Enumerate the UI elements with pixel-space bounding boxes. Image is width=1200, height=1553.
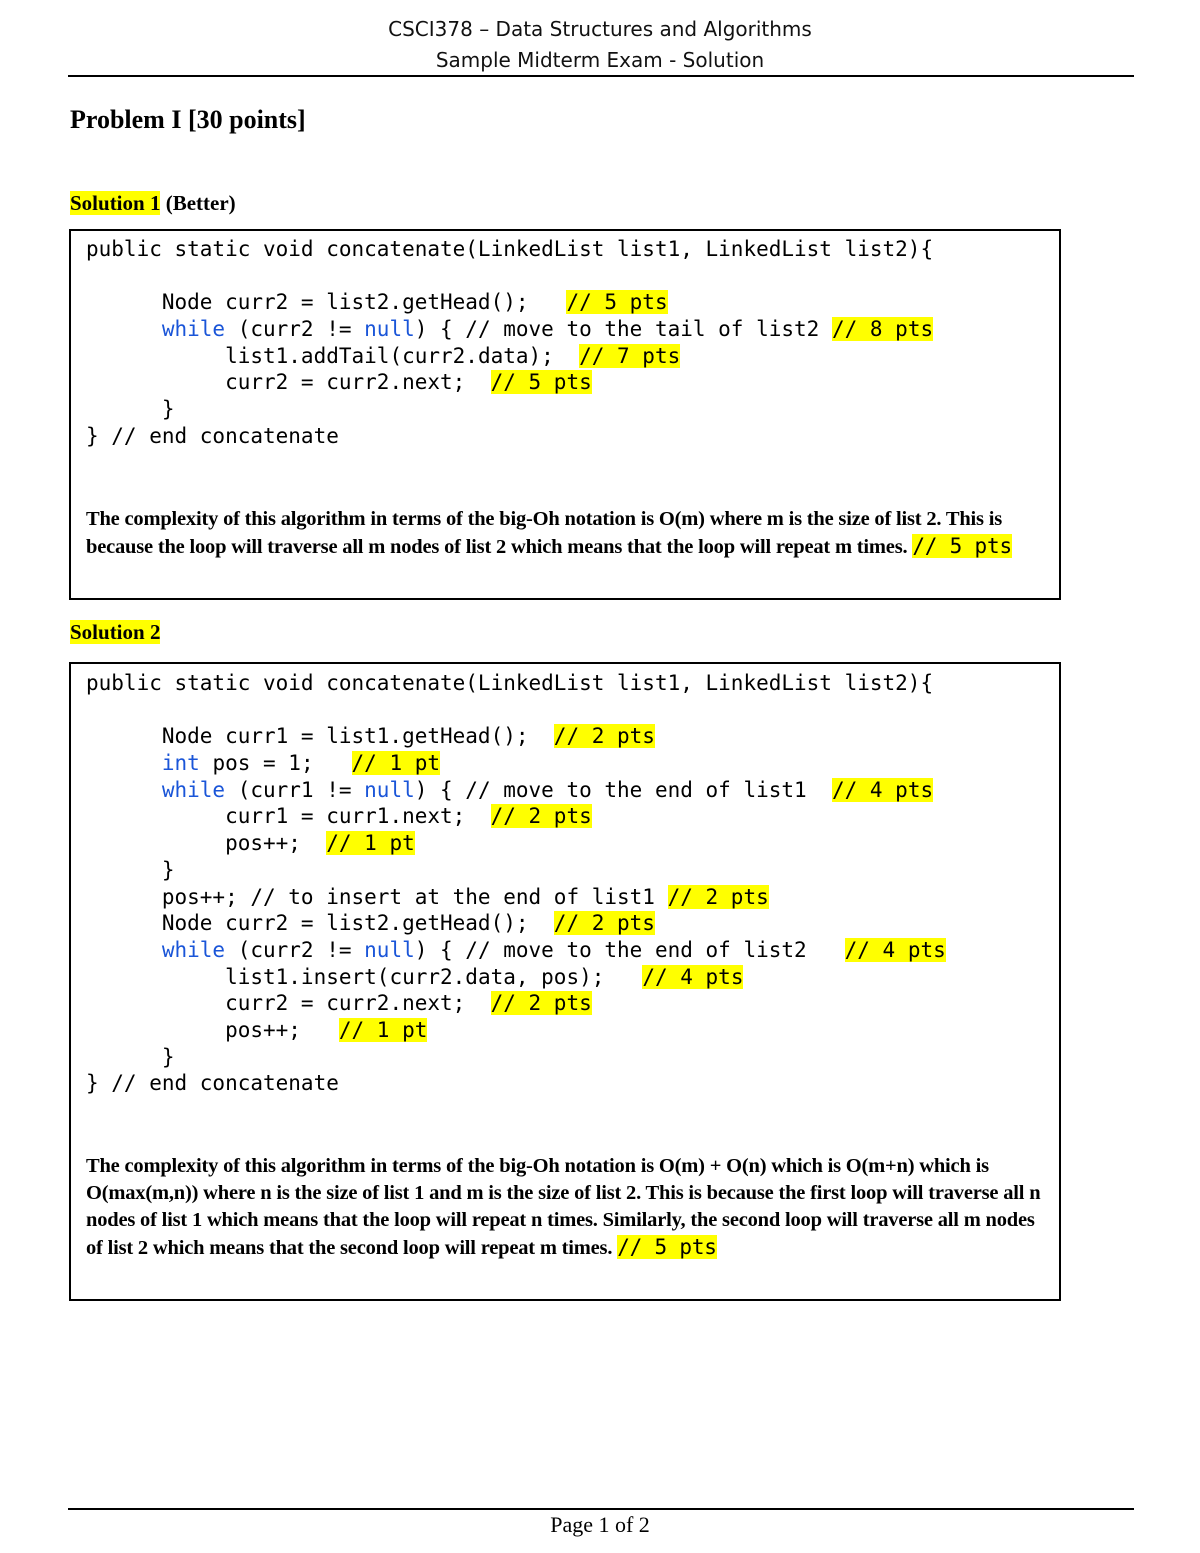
code-line [86,1017,946,1044]
code-line [86,723,946,750]
code-line [86,423,933,450]
code-text: ) { // move to the end of list1 [414,777,832,802]
code-keyword: null [364,937,415,962]
code-points-comment: // 2 pts [490,804,592,829]
code-line [86,396,933,423]
code-indent [86,965,225,989]
code-indent [86,397,162,421]
code-line [86,830,946,857]
code-indent [86,911,162,935]
code-line [86,857,946,884]
code-line [86,884,946,911]
header-rule [68,75,1134,77]
solution1-complexity [86,506,1046,561]
code-text: list1.insert(curr2.data, pos); [225,964,643,989]
code-line [86,803,946,830]
code-line [86,964,946,991]
page-number: Page 1 of 2 [550,1512,650,1537]
code-text: curr2 = curr2.next; [225,370,491,395]
code-line [86,369,933,396]
code-indent [86,938,162,962]
code-indent [86,370,225,394]
code-text: pos++; [225,1017,339,1042]
code-text: ) { // move to the tail of list2 [414,317,832,342]
code-points-comment: // 5 pts [566,290,668,315]
code-text: } // end concatenate [86,423,339,448]
course-title: CSCI378 – Data Structures and Algorithms [388,17,812,41]
code-line [86,263,933,290]
code-line [86,316,933,343]
code-text: } // end concatenate [86,1071,339,1096]
solution2-label-text: Solution 2 [70,620,161,644]
code-indent [86,1018,225,1042]
code-text: } [161,397,175,422]
code-text: public static void concatenate(LinkedList list1, LinkedList list2){ [86,237,934,261]
code-points-comment: // 5 pts [490,370,592,395]
code-line [86,1070,946,1097]
code-text: (curr2 != [225,317,365,342]
page-header [0,14,1200,76]
code-line [86,777,946,804]
code-indent [86,344,225,368]
solution2-label [70,620,160,645]
solution1-complexity-text: The complexity of this algorithm in terms of the big-Oh notation is O(m) where m is the size of list 2. This is because the loop will traverse all m nodes of list 2 which means that the loop will repeat m times. [86,508,1003,558]
code-line [86,937,946,964]
solution1-label [70,191,236,216]
code-text: pos++; // to insert at the end of list1 [161,884,668,909]
code-line [86,236,933,263]
code-text: (curr2 != [225,937,365,962]
code-indent [86,724,162,748]
code-text: } [161,857,175,882]
code-points-comment: // 1 pt [351,751,441,776]
solution2-complexity-text: The complexity of this algorithm in terms of the big-Oh notation is O(m) + O(n) which is O(m+n) which is O(max(m,n)) where n is the size of list 1 and m is the size of list 2. This is because the first loop will traverse all n nodes of list 1 which means that the loop will repeat n times. Similarly, the second loop will traverse all m nodes of list 2 which means that the second loop will repeat m times. [86,1155,1041,1259]
code-indent [86,1045,162,1069]
code-points-comment: // 4 pts [831,777,934,802]
code-keyword: while [161,777,226,802]
code-indent [86,831,225,855]
code-line [86,1044,946,1071]
code-line [86,750,946,777]
solution2-code [86,670,946,1097]
code-keyword: null [364,317,415,342]
code-points-comment: // 1 pt [326,831,415,856]
code-indent [86,858,162,882]
solution2-complexity [86,1153,1046,1262]
solution1-complexity-points: // 5 pts [912,534,1012,558]
code-points-comment: // 4 pts [642,964,744,989]
code-text: list1.addTail(curr2.data); [225,343,580,368]
code-indent [86,290,162,314]
code-text: curr1 = curr1.next; [225,804,491,829]
code-text: pos = 1; [199,751,352,776]
code-keyword: null [364,777,415,802]
code-indent [86,804,225,828]
code-text: Node curr1 = list1.getHead(); [161,724,554,749]
code-keyword: while [161,937,226,962]
code-text: (curr1 != [225,777,365,802]
problem-title: Problem I [30 points] [70,105,306,134]
solution1-label-text: Solution 1 [70,191,161,215]
code-text: pos++; [225,831,327,856]
code-line [86,910,946,937]
code-points-comment: // 2 pts [667,884,769,909]
code-points-comment: // 2 pts [490,991,592,1016]
code-line [86,289,933,316]
code-line [86,990,946,1017]
code-text: ) { // move to the end of list2 [414,937,845,962]
code-text: Node curr2 = list2.getHead(); [161,290,567,315]
code-indent [86,885,162,909]
code-line [86,670,946,697]
code-indent [86,778,162,802]
footer-rule [68,1508,1134,1510]
code-points-comment: // 7 pts [579,343,681,368]
code-text: Node curr2 = list2.getHead(); [161,911,554,936]
code-line [86,343,933,370]
code-text: curr2 = curr2.next; [225,991,491,1016]
solution2-complexity-points: // 5 pts [617,1235,717,1259]
code-indent [86,751,162,775]
code-keyword: int [161,751,200,776]
exam-subtitle: Sample Midterm Exam - Solution [435,48,765,72]
code-points-comment: // 2 pts [553,724,655,749]
code-points-comment: // 2 pts [553,911,655,936]
code-points-comment: // 8 pts [831,317,934,342]
code-text: public static void concatenate(LinkedList list1, LinkedList list2){ [86,671,934,695]
code-indent [86,991,225,1015]
code-indent [86,317,162,341]
code-keyword: while [161,317,226,342]
code-line [86,697,946,724]
code-text: } [161,1044,175,1069]
code-points-comment: // 1 pt [338,1017,428,1042]
code-points-comment: // 4 pts [844,937,946,962]
solution1-qualifier: (Better) [165,191,236,215]
solution1-code [86,236,933,450]
